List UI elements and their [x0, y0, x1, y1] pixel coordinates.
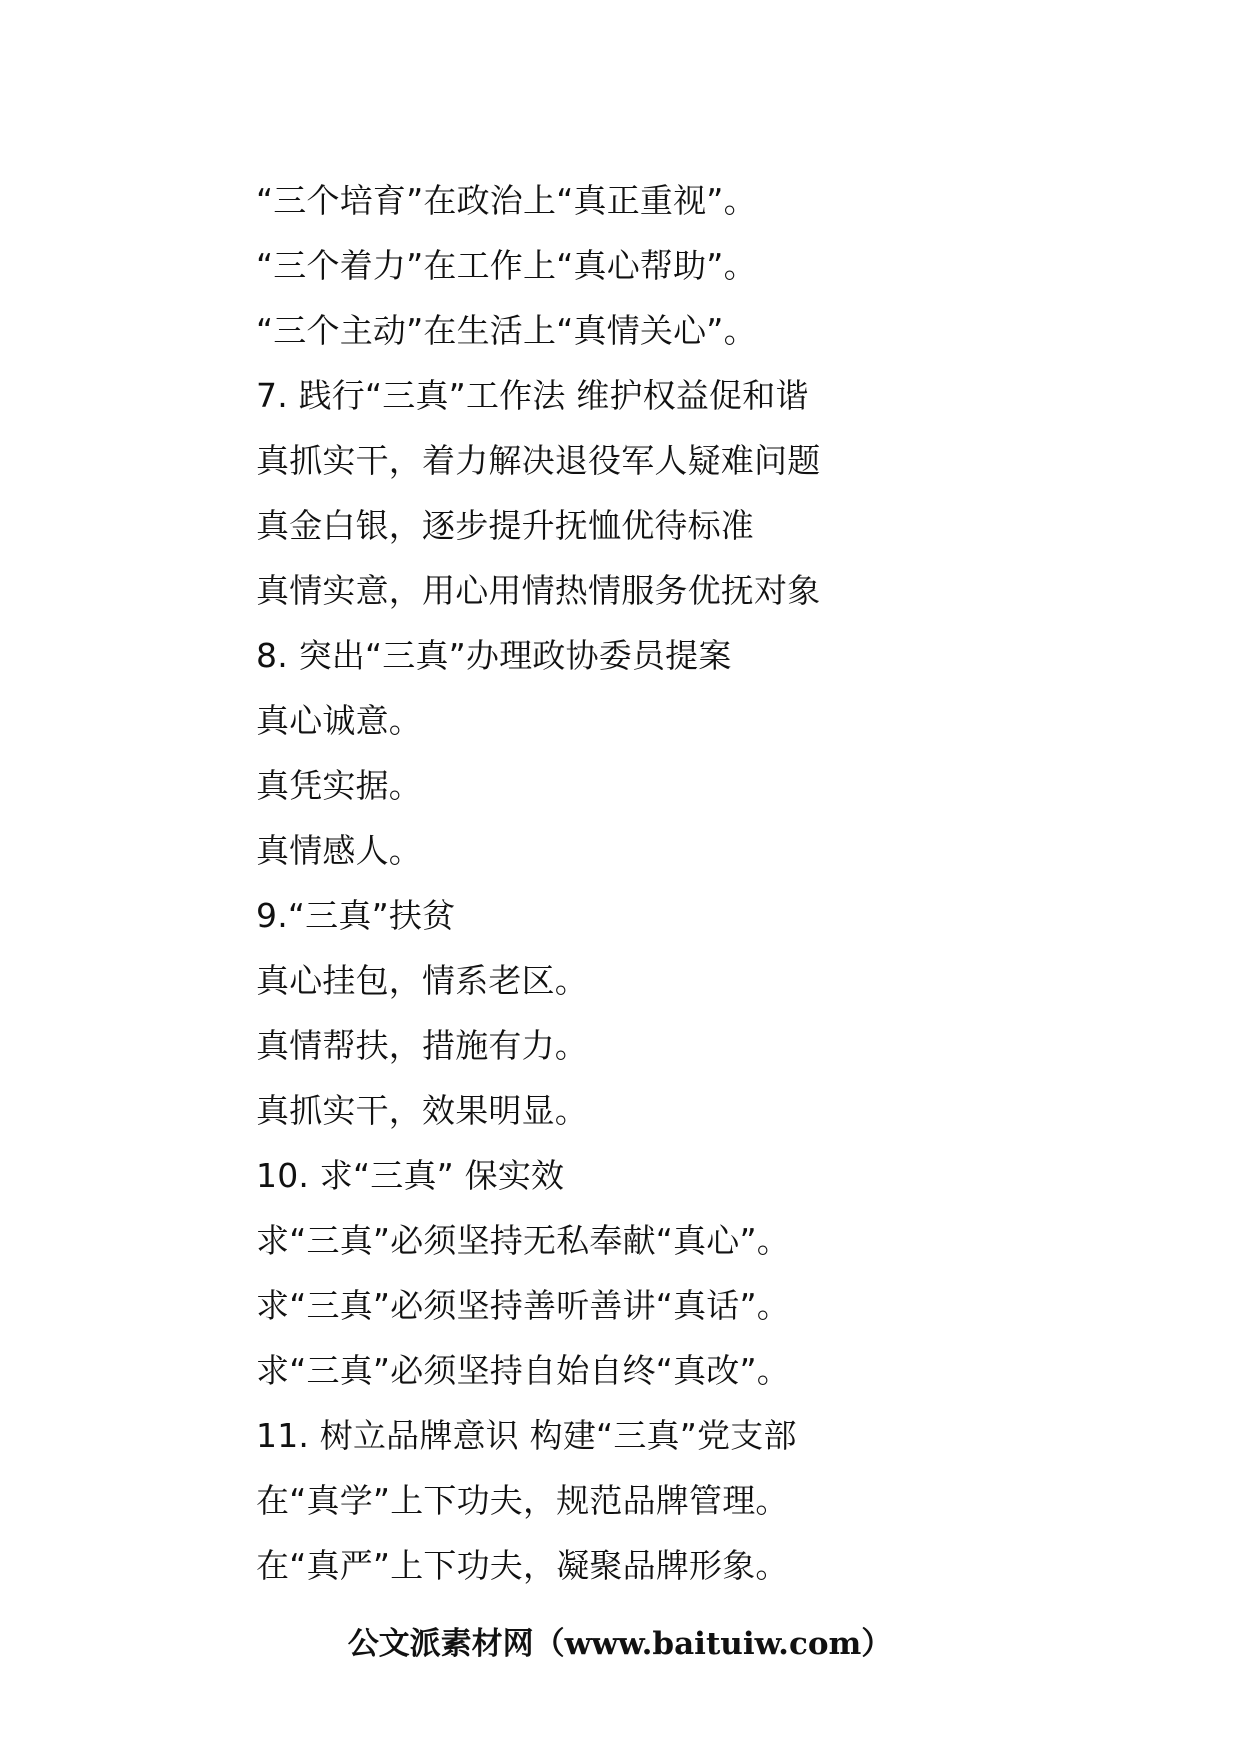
text-line: 真情帮扶，措施有力。	[256, 1026, 588, 1065]
section-heading: 8. 突出“三真”办理政协委员提案	[256, 636, 732, 675]
text-line: 真心诚意。	[256, 701, 422, 740]
text-line: “三个主动”在生活上“真情关心”。	[256, 311, 757, 350]
text-line: 真金白银，逐步提升抚恤优待标准	[256, 506, 754, 545]
text-line: 在“真严”上下功夫，凝聚品牌形象。	[256, 1546, 789, 1585]
section-heading: 10. 求“三真” 保实效	[256, 1156, 565, 1195]
text-line: “三个着力”在工作上“真心帮助”。	[256, 246, 757, 285]
section-heading: 7. 践行“三真”工作法 维护权益促和谐	[256, 376, 809, 415]
text-line: 真抓实干，着力解决退役军人疑难问题	[256, 441, 821, 480]
text-line: 真凭实据。	[256, 766, 422, 805]
text-line: 求“三真”必须坚持善听善讲“真话”。	[256, 1286, 790, 1325]
text-line: 求“三真”必须坚持无私奉献“真心”。	[256, 1221, 790, 1260]
text-line: 求“三真”必须坚持自始自终“真改”。	[256, 1351, 790, 1390]
section-heading: 11. 树立品牌意识 构建“三真”党支部	[256, 1416, 797, 1455]
text-line: 真心挂包，情系老区。	[256, 961, 588, 1000]
text-line: 在“真学”上下功夫，规范品牌管理。	[256, 1481, 789, 1520]
text-line: 真情感人。	[256, 831, 422, 870]
document-body	[256, 168, 1156, 1598]
section-heading: 9.“三真”扶贫	[256, 896, 456, 935]
text-line: “三个培育”在政治上“真正重视”。	[256, 181, 757, 220]
page-footer: 公文派素材网（www.baituiw.com）	[347, 1626, 893, 1662]
text-line: 真抓实干，效果明显。	[256, 1091, 588, 1130]
text-line: 真情实意，用心用情热情服务优抚对象	[256, 571, 821, 610]
